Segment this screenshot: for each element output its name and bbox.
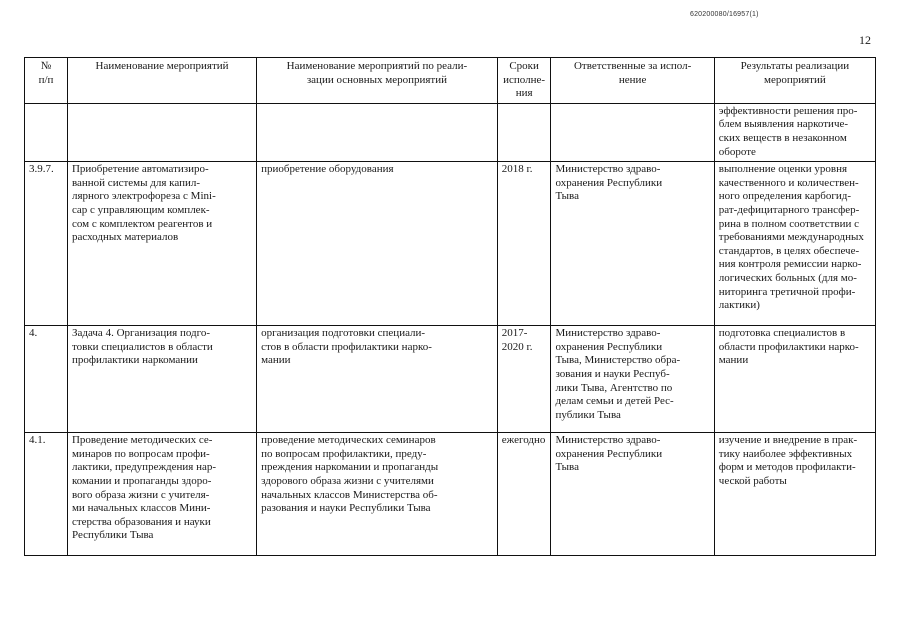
cell-responsible: Министерство здраво- охранения Республики Тыва <box>551 433 714 556</box>
cell-implementation-name: приобретение оборудования <box>257 162 498 326</box>
cell-results: эффективности решения про- блем выявления наркотиче- ских веществ в незаконном обороте <box>714 103 875 161</box>
table-row <box>25 162 876 326</box>
header-responsible: Ответственные за испол- нение <box>551 58 714 104</box>
cell-measure-name: Проведение методических се- минаров по вопросам профи- лактики, предупреждения нар- комании и пропаганды здоро- вого образа жизни с учителя- ми начальных классов Мини- стерства образования и науки Республики Тыва <box>67 433 256 556</box>
cell-deadline: 2017- 2020 г. <box>497 326 551 433</box>
cell-number: 3.9.7. <box>25 162 68 326</box>
cell-deadline: ежегодно <box>497 433 551 556</box>
cell-results: выполнение оценки уровня качественного и количествен- ного определения карбогид- рат-дефицитарного трансфер- рина в полном соответствии с требованиями международных стандартов, в целях обеспече- ния контроля ремиссии нарко- логических больных (для мо- ниторинга третичной профи- лактики) <box>714 162 875 326</box>
table-header-row <box>25 58 876 104</box>
table-row <box>25 326 876 433</box>
header-number: № п/п <box>25 58 68 104</box>
cell-deadline <box>497 103 551 161</box>
cell-measure-name <box>67 103 256 161</box>
cell-measure-name: Задача 4. Организация подго- товки специалистов в области профилактики наркомании <box>67 326 256 433</box>
cell-results: изучение и внедрение в прак- тику наиболее эффективных форм и методов профилакти- ческой работы <box>714 433 875 556</box>
cell-deadline: 2018 г. <box>497 162 551 326</box>
cell-measure-name: Приобретение автоматизиро- ванной системы для капил- лярного электрофореза с Mini- cap с управляющим комплек- сом с комплектом реагентов и расходных материалов <box>67 162 256 326</box>
page-number: 12 <box>859 33 871 47</box>
cell-implementation-name: проведение методических семинаров по вопросам профилактики, преду- преждения наркомании и пропаганды здорового образа жизни с учителями начальных классов Министерства об- разования и науки Республики Тыва <box>257 433 498 556</box>
cell-implementation-name: организация подготовки специали- стов в области профилактики нарко- мании <box>257 326 498 433</box>
document-code: 620200080/16957(1) <box>690 11 759 18</box>
cell-number <box>25 103 68 161</box>
header-measure-name: Наименование мероприятий <box>67 58 256 104</box>
measures-table <box>24 57 876 556</box>
table-row <box>25 433 876 556</box>
cell-responsible: Министерство здраво- охранения Республики Тыва, Министерство обра- зования и науки Респуб- лики Тыва, Агентство по делам семьи и детей Рес- публики Тыва <box>551 326 714 433</box>
header-implementation-name: Наименование мероприятий по реали- зации основных мероприятий <box>257 58 498 104</box>
cell-implementation-name <box>257 103 498 161</box>
header-results: Результаты реализации мероприятий <box>714 58 875 104</box>
table-row <box>25 103 876 161</box>
cell-results: подготовка специалистов в области профилактики нарко- мании <box>714 326 875 433</box>
cell-responsible: Министерство здраво- охранения Республики Тыва <box>551 162 714 326</box>
cell-number: 4. <box>25 326 68 433</box>
cell-number: 4.1. <box>25 433 68 556</box>
header-deadline: Сроки исполне- ния <box>497 58 551 104</box>
cell-responsible <box>551 103 714 161</box>
